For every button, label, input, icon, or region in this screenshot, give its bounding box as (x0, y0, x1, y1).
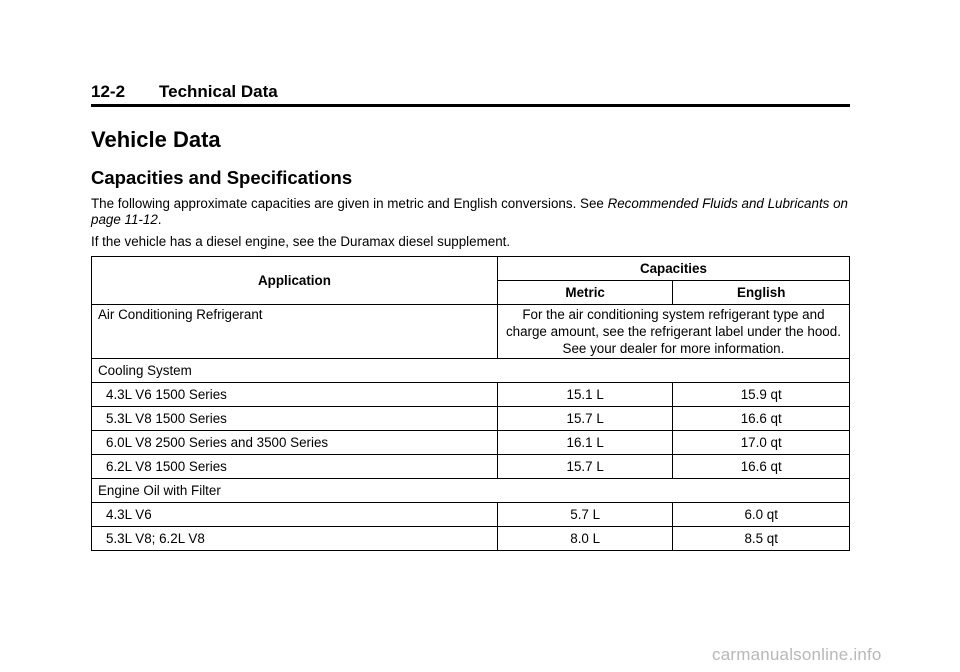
table-row (92, 431, 850, 455)
oil-metric: 5.7 L (497, 503, 673, 527)
intro-text: The following approximate capacities are given in metric and English conversions. See (91, 196, 608, 211)
table-row (92, 407, 850, 431)
table-row (92, 503, 850, 527)
cooling-metric: 15.7 L (497, 455, 673, 479)
footer-watermark: carmanualsonline.info (712, 645, 882, 664)
chapter-title: Technical Data (159, 82, 278, 101)
table-row (92, 383, 850, 407)
ac-note: For the air conditioning system refrigerant type and charge amount, see the refrigerant label under the hood. See your dealer for more information. (497, 305, 849, 359)
table-header-row (92, 257, 850, 281)
cooling-engine-name: 6.0L V8 2500 Series and 3500 Series (92, 431, 498, 455)
table-row-oil-header (92, 479, 850, 503)
header-capacities: Capacities (497, 257, 849, 281)
page-header (91, 80, 850, 107)
header-metric: Metric (497, 281, 673, 305)
cooling-english: 15.9 qt (673, 383, 850, 407)
cooling-english: 16.6 qt (673, 407, 850, 431)
ac-label: Air Conditioning Refrigerant (92, 305, 498, 359)
table-row-ac (92, 305, 850, 359)
table-row-cooling-header (92, 359, 850, 383)
subsection-title: Capacities and Specifications (91, 167, 353, 188)
cooling-metric: 15.1 L (497, 383, 673, 407)
intro-paragraph (91, 196, 851, 228)
oil-english: 6.0 qt (673, 503, 850, 527)
header-english: English (673, 281, 850, 305)
fluids-reference-link[interactable]: Recommended Fluids and Lubricants on page 11-12 (91, 196, 848, 227)
oil-english: 8.5 qt (673, 527, 850, 551)
section-title: Vehicle Data (91, 127, 221, 152)
cooling-label: Cooling System (92, 359, 850, 383)
cooling-engine-name: 6.2L V8 1500 Series (92, 455, 498, 479)
oil-metric: 8.0 L (497, 527, 673, 551)
page-number: 12-2 (91, 82, 126, 101)
diesel-note: If the vehicle has a diesel engine, see the Duramax diesel supplement. (91, 234, 511, 249)
oil-engine-name: 5.3L V8; 6.2L V8 (92, 527, 498, 551)
table-row (92, 455, 850, 479)
cooling-engine-name: 4.3L V6 1500 Series (92, 383, 498, 407)
table-row (92, 527, 850, 551)
intro-end: . (157, 212, 162, 227)
oil-engine-name: 4.3L V6 (92, 503, 498, 527)
cooling-metric: 16.1 L (497, 431, 673, 455)
oil-label: Engine Oil with Filter (92, 479, 850, 503)
cooling-english: 16.6 qt (673, 455, 850, 479)
capacities-table (91, 256, 850, 551)
header-application: Application (92, 257, 498, 305)
cooling-metric: 15.7 L (497, 407, 673, 431)
cooling-engine-name: 5.3L V8 1500 Series (92, 407, 498, 431)
cooling-english: 17.0 qt (673, 431, 850, 455)
